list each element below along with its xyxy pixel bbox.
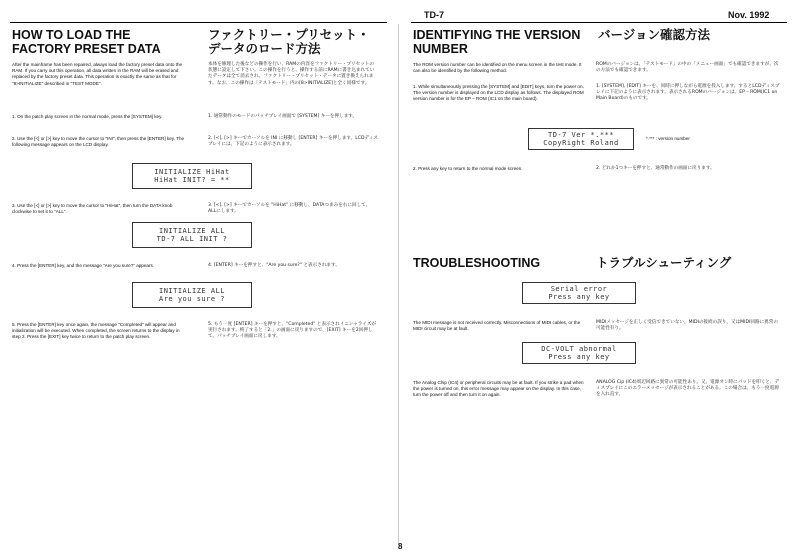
left-step3-jp: 3. [<], [>] キーでカーソルを "HiHat" に移動し、DATAつまみを右に回して、ALLにします。: [208, 203, 371, 215]
lcd-serial-error: [522, 282, 636, 304]
lcd-are-you-sure: [132, 282, 252, 308]
left-intro-en: After the mainframe has been repaired, always load the factory preset data onto the RAM. If you carry out this operation, all data written in the RAM will be erased and replaced by the factory preset data. This operation is exactly the same as that for "8>INITIALIZE" described in "TEST MODE".: [12, 62, 183, 86]
left-intro-jp: 本体を修理した後などの操作を行い、RAMの内容をファクトリー・プリセットの状態に設定して下さい。この操作を行うと、操作する前にRAMに書き込まれていたデータは全て消去され、ファクトリー・プリセット・データに置き換えられます。なお、この操作は「テストモード」内の[8>INITIALIZE]と全く同様です。: [208, 62, 375, 86]
right-intro-en: The ROM version number can be identified on the menu screen in the test mode. It can also be identified by the following method.: [413, 62, 582, 74]
right-title-jp: バージョン確認方法: [598, 27, 711, 42]
left-title-jp: ファクトリー・プリセット・データのロード方法: [208, 27, 370, 56]
left-step1-en: 1. On the patch play screen in the normal mode, press the [SYSTEM] key.: [12, 114, 163, 119]
lcd-line-2: TD-7 ALL INIT ?: [156, 235, 228, 243]
midi-error-en: The MIDI message is not received correctly. Misconnections of MIDI cables, or the MIDI circuit may be at fault.: [413, 320, 581, 332]
lcd-line-1: INITIALIZE ALL: [158, 227, 225, 235]
header-rule-left: [10, 22, 387, 23]
left-step2-jp: 2. [<], [>] キーでカーソルを INI に移動し [ENTER] キーを押します。LCDディスプレイには、下記のように表示されます。: [208, 136, 378, 148]
right-step2-en: 2. Press any key to return to the normal mode screen.: [413, 166, 523, 171]
left-title-en: HOW TO LOAD THE FACTORY PRESET DATA: [12, 28, 161, 56]
lcd-line-2: Press any key: [548, 293, 610, 301]
header-date: Nov. 1992: [728, 10, 770, 20]
right-step1-jp: 1. [SYSTEM], [EDIT] キーを、同時に押しながら電源を投入します。するとLCDディスプレイに下記のように表示されます。表示されるROMのバージョンは、EP – ROM(IC1 on Main Board)のものです。: [596, 84, 780, 102]
lcd-line-1: INITIALIZE ALL: [158, 287, 225, 295]
right-title-en: IDENTIFYING THE VERSION NUMBER: [413, 28, 581, 56]
troubleshooting-title-jp: トラブルシューティング: [596, 255, 732, 270]
lcd-initialize-all: [132, 222, 252, 248]
analog-error-jp: ANALOG Cip (IC4)周辺回路に異常の可能性あり。又、電源オン時にパッドを叩くと、ディスプレイにこのエラーメッセージが表示されることがある。この場合は、もう一度電源を入れ直す。: [596, 380, 780, 398]
page-number: 8: [398, 542, 403, 551]
analog-error-en: The Analog Chip (IC4) or peripheral circuits may be at fault. If you strike a pad when the power is turned on, this error message may appear on the display. In this case, turn the power off and then turn it on again.: [413, 380, 584, 398]
lcd-version: [528, 128, 634, 150]
lcd-line-1: TD-7 Ver *.***: [547, 131, 614, 139]
lcd-line-1: DC-VOLT abnormal: [541, 345, 617, 353]
header-model: TD-7: [424, 10, 444, 20]
left-step5-en: 5. Press the [ENTER] key once again, the message "Completed" will appear and initialization will be executed. When completed, the screen returns to the display in step 2. Press the [EXIT] key twice to return to the patch play screen.: [12, 322, 180, 340]
troubleshooting-title-en: TROUBLESHOOTING: [413, 256, 541, 270]
left-step5-jp: 5. もう一度 [ENTER] キーを押すと、"Completed" と表示されイニシャライズが実行されます。終了すると「2.」の画面に戻りますので、[EXIT] キーを2回押して、パッチプレイ画面に戻します。: [208, 322, 377, 340]
lcd-initialize-hihat: [132, 163, 252, 189]
right-step1-en: 1. While simultaneously pressing the [SYSTEM] and [EDIT] keys, turn the power on. The version number is displayed on the LCD display as follows. The displayed ROM version number is for the EP – ROM (IC1 on the main board).: [413, 84, 584, 102]
left-step4-en: 4. Press the [ENTER] key, and the message "Are you sure?" appears.: [12, 263, 155, 268]
lcd-line-2: Press any key: [548, 353, 610, 361]
lcd-dc-volt: [522, 342, 636, 364]
lcd-line-2: CopyRight Roland: [543, 139, 619, 147]
right-intro-jp: ROMのバージョンは、「テストモード」の中の「メニュー画面」でも確認できますが、次の方法でも確認できます。: [596, 62, 779, 74]
lcd-line-1: Serial error: [550, 285, 608, 293]
left-step3-en: 3. Use the [<] or [>] key to move the cursor to "HiHat", then turn the DATA knob clockwise to set it to "ALL".: [12, 203, 173, 215]
center-divider: [398, 24, 399, 544]
right-step2-jp: 2. どれか1つキーを押すと、通常動作の画面に戻ります。: [596, 166, 715, 171]
lcd-line-2: HiHat INIT? = **: [154, 176, 230, 184]
lcd-line-1: INITIALIZE HiHat: [154, 168, 230, 176]
left-step4-jp: 4. [ENTER] キーを押すと、"Are you sure?" と表示されます。: [208, 263, 340, 268]
header-rule-right: [411, 22, 787, 23]
lcd-line-2: Are you sure ?: [158, 295, 225, 303]
left-step2-en: 2. Use the [<] or [>] key to move the cursor to "INI", then press the [ENTER] key. The following message appears on the LCD display.: [12, 136, 185, 148]
version-note: *.*** : version number: [646, 136, 690, 141]
left-step1-jp: 1. 通常動作のモードのパッチプレイ画面で [SYSTEM] キーを押します。: [208, 114, 358, 119]
midi-error-jp: MIDIメッセージを正しく受信できていない。MIDIの接続の誤り、又はMIDI回路に異常の可能性有り。: [596, 320, 778, 332]
